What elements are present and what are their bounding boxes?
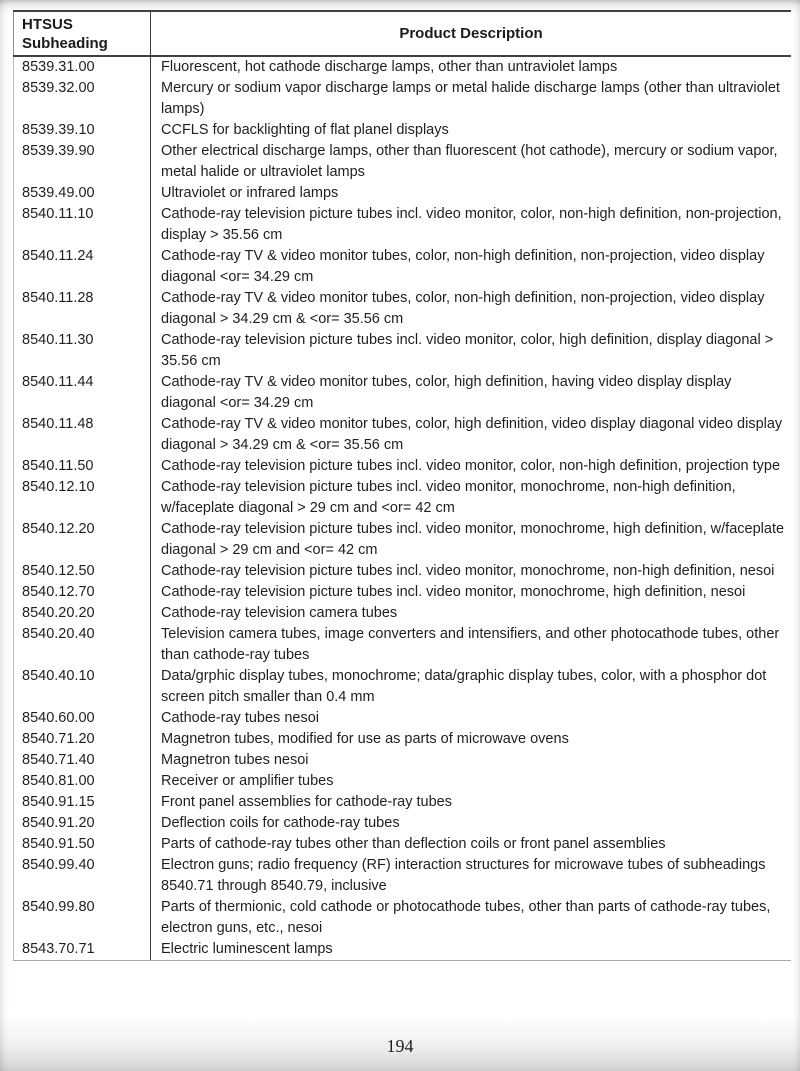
table-row (14, 792, 792, 813)
htsus-code: 8539.39.10 (14, 120, 151, 141)
product-description: Cathode-ray TV & video monitor tubes, color, non-high definition, non-projection, video display diagonal <or= 34.29 cm (161, 248, 765, 285)
htsus-code: 8539.31.00 (14, 56, 151, 78)
product-description: Mercury or sodium vapor discharge lamps or metal halide discharge lamps (other than ultraviolet lamps) (161, 80, 780, 117)
product-description: Data/grphic display tubes, monochrome; data/graphic display tubes, color, with a phosphor dot screen pitch smaller than 0.4 mm (161, 668, 767, 705)
product-description: Electric luminescent lamps (151, 939, 792, 961)
table-row (14, 477, 792, 519)
table-row (14, 288, 792, 330)
product-description: CCFLS for backlighting of flat planel displays (161, 122, 449, 138)
product-description: Electron guns; radio frequency (RF) interaction structures for microwave tubes of subheadings 8540.71 through 8540.79, inclusive (161, 857, 766, 894)
product-description: Cathode-ray TV & video monitor tubes, color, non-high definition, non-projection, video display diagonal > 34.29 cm & <or= 35.56 cm (161, 290, 765, 327)
product-description: Cathode-ray television picture tubes incl. video monitor, color, high definition, display diagonal > 35.56 cm (161, 332, 774, 369)
table-row (14, 750, 792, 771)
table-row (14, 141, 792, 183)
table-row (14, 414, 792, 456)
htsus-code: 8540.12.10 (14, 477, 151, 519)
htsus-code: 8540.11.10 (14, 204, 151, 246)
column-header-htsus-subheading: HTSUS Subheading (14, 11, 151, 56)
htsus-code: 8540.12.50 (14, 561, 151, 582)
product-description: Cathode-ray tubes nesoi (161, 710, 319, 726)
table-row (14, 855, 792, 897)
product-description: Receiver or amplifier tubes (161, 773, 334, 789)
htsus-code: 8540.91.20 (14, 813, 151, 834)
htsus-code: 8543.70.71 (14, 939, 151, 961)
table-row (14, 834, 792, 855)
table-row (14, 603, 792, 624)
product-description: Cathode-ray TV & video monitor tubes, color, high definition, video display diagonal video display diagonal > 34.29 cm & <or= 35.56 cm (161, 416, 783, 453)
table-row (14, 204, 792, 246)
htsus-code: 8540.71.40 (14, 750, 151, 771)
htsus-code: 8540.81.00 (14, 771, 151, 792)
htsus-code: 8540.91.15 (14, 792, 151, 813)
page-number: 194 (386, 1036, 414, 1056)
product-description: Front panel assemblies for cathode-ray tubes (161, 794, 452, 810)
htsus-tariff-table (13, 10, 791, 961)
table-row (14, 708, 792, 729)
product-description: Deflection coils for cathode-ray tubes (161, 815, 400, 831)
htsus-code: 8540.91.50 (14, 834, 151, 855)
product-description: Cathode-ray TV & video monitor tubes, color, high definition, having video display display diagonal <or= 34.29 cm (161, 374, 732, 411)
table-row (14, 372, 792, 414)
htsus-code: 8540.20.40 (14, 624, 151, 666)
product-description: Magnetron tubes nesoi (161, 752, 309, 768)
table-row (14, 56, 792, 78)
product-description: Cathode-ray television camera tubes (161, 605, 398, 621)
htsus-code: 8540.60.00 (14, 708, 151, 729)
htsus-code: 8540.40.10 (14, 666, 151, 708)
htsus-code: 8540.11.44 (14, 372, 151, 414)
table-header-row (14, 11, 792, 56)
table-row (14, 519, 792, 561)
table-row (14, 939, 792, 961)
product-description: Fluorescent, hot cathode discharge lamps, other than untraviolet lamps (161, 59, 618, 75)
product-description: Television camera tubes, image converters and intensifiers, and other photocathode tubes, other than cathode-ray tubes (161, 626, 780, 663)
htsus-code: 8540.11.50 (14, 456, 151, 477)
table-row (14, 330, 792, 372)
htsus-code: 8540.99.80 (14, 897, 151, 939)
table-row (14, 120, 792, 141)
table-row (14, 78, 792, 120)
htsus-code: 8539.39.90 (14, 141, 151, 183)
product-description: Magnetron tubes, modified for use as parts of microwave ovens (161, 731, 569, 747)
htsus-code: 8540.12.70 (14, 582, 151, 603)
product-description: Cathode-ray television picture tubes incl. video monitor, color, non-high definition, projection type (161, 458, 781, 474)
htsus-code: 8540.71.20 (14, 729, 151, 750)
htsus-code: 8540.11.48 (14, 414, 151, 456)
table-row (14, 183, 792, 204)
product-description: Ultraviolet or infrared lamps (161, 185, 339, 201)
table-row (14, 771, 792, 792)
product-description: Cathode-ray television picture tubes incl. video monitor, color, non-high definition, non-projection, display > 35.56 cm (161, 206, 782, 243)
table-row (14, 561, 792, 582)
product-description: Other electrical discharge lamps, other than fluorescent (hot cathode), mercury or sodium vapor, metal halide or ultraviolet lamps (161, 143, 778, 180)
htsus-code: 8540.99.40 (14, 855, 151, 897)
table-row (14, 456, 792, 477)
htsus-code: 8539.49.00 (14, 183, 151, 204)
table-row (14, 246, 792, 288)
table-row (14, 897, 792, 939)
htsus-code: 8540.11.30 (14, 330, 151, 372)
htsus-code: 8540.11.24 (14, 246, 151, 288)
table-row (14, 582, 792, 603)
table-row (14, 729, 792, 750)
product-description: Cathode-ray television picture tubes incl. video monitor, monochrome, non-high definition, nesoi (161, 563, 775, 579)
htsus-code: 8539.32.00 (14, 78, 151, 120)
product-description: Parts of cathode-ray tubes other than deflection coils or front panel assemblies (161, 836, 666, 852)
product-description: Cathode-ray television picture tubes incl. video monitor, monochrome, high definition, w/faceplate diagonal > 29 cm and <or= 42 cm (161, 521, 785, 558)
product-description: Parts of thermionic, cold cathode or photocathode tubes, other than parts of cathode-ray tubes, electron guns, etc., nesoi (161, 899, 771, 936)
table-row (14, 666, 792, 708)
product-description: Cathode-ray television picture tubes incl. video monitor, monochrome, non-high definition, w/faceplate diagonal > 29 cm and <or= 42 cm (161, 479, 736, 516)
htsus-code: 8540.11.28 (14, 288, 151, 330)
htsus-code: 8540.20.20 (14, 603, 151, 624)
htsus-code: 8540.12.20 (14, 519, 151, 561)
column-header-product-description: Product Description (151, 11, 792, 56)
product-description: Cathode-ray television picture tubes incl. video monitor, monochrome, high definition, nesoi (161, 584, 746, 600)
table-row (14, 813, 792, 834)
table-row (14, 624, 792, 666)
table-body (14, 56, 792, 961)
